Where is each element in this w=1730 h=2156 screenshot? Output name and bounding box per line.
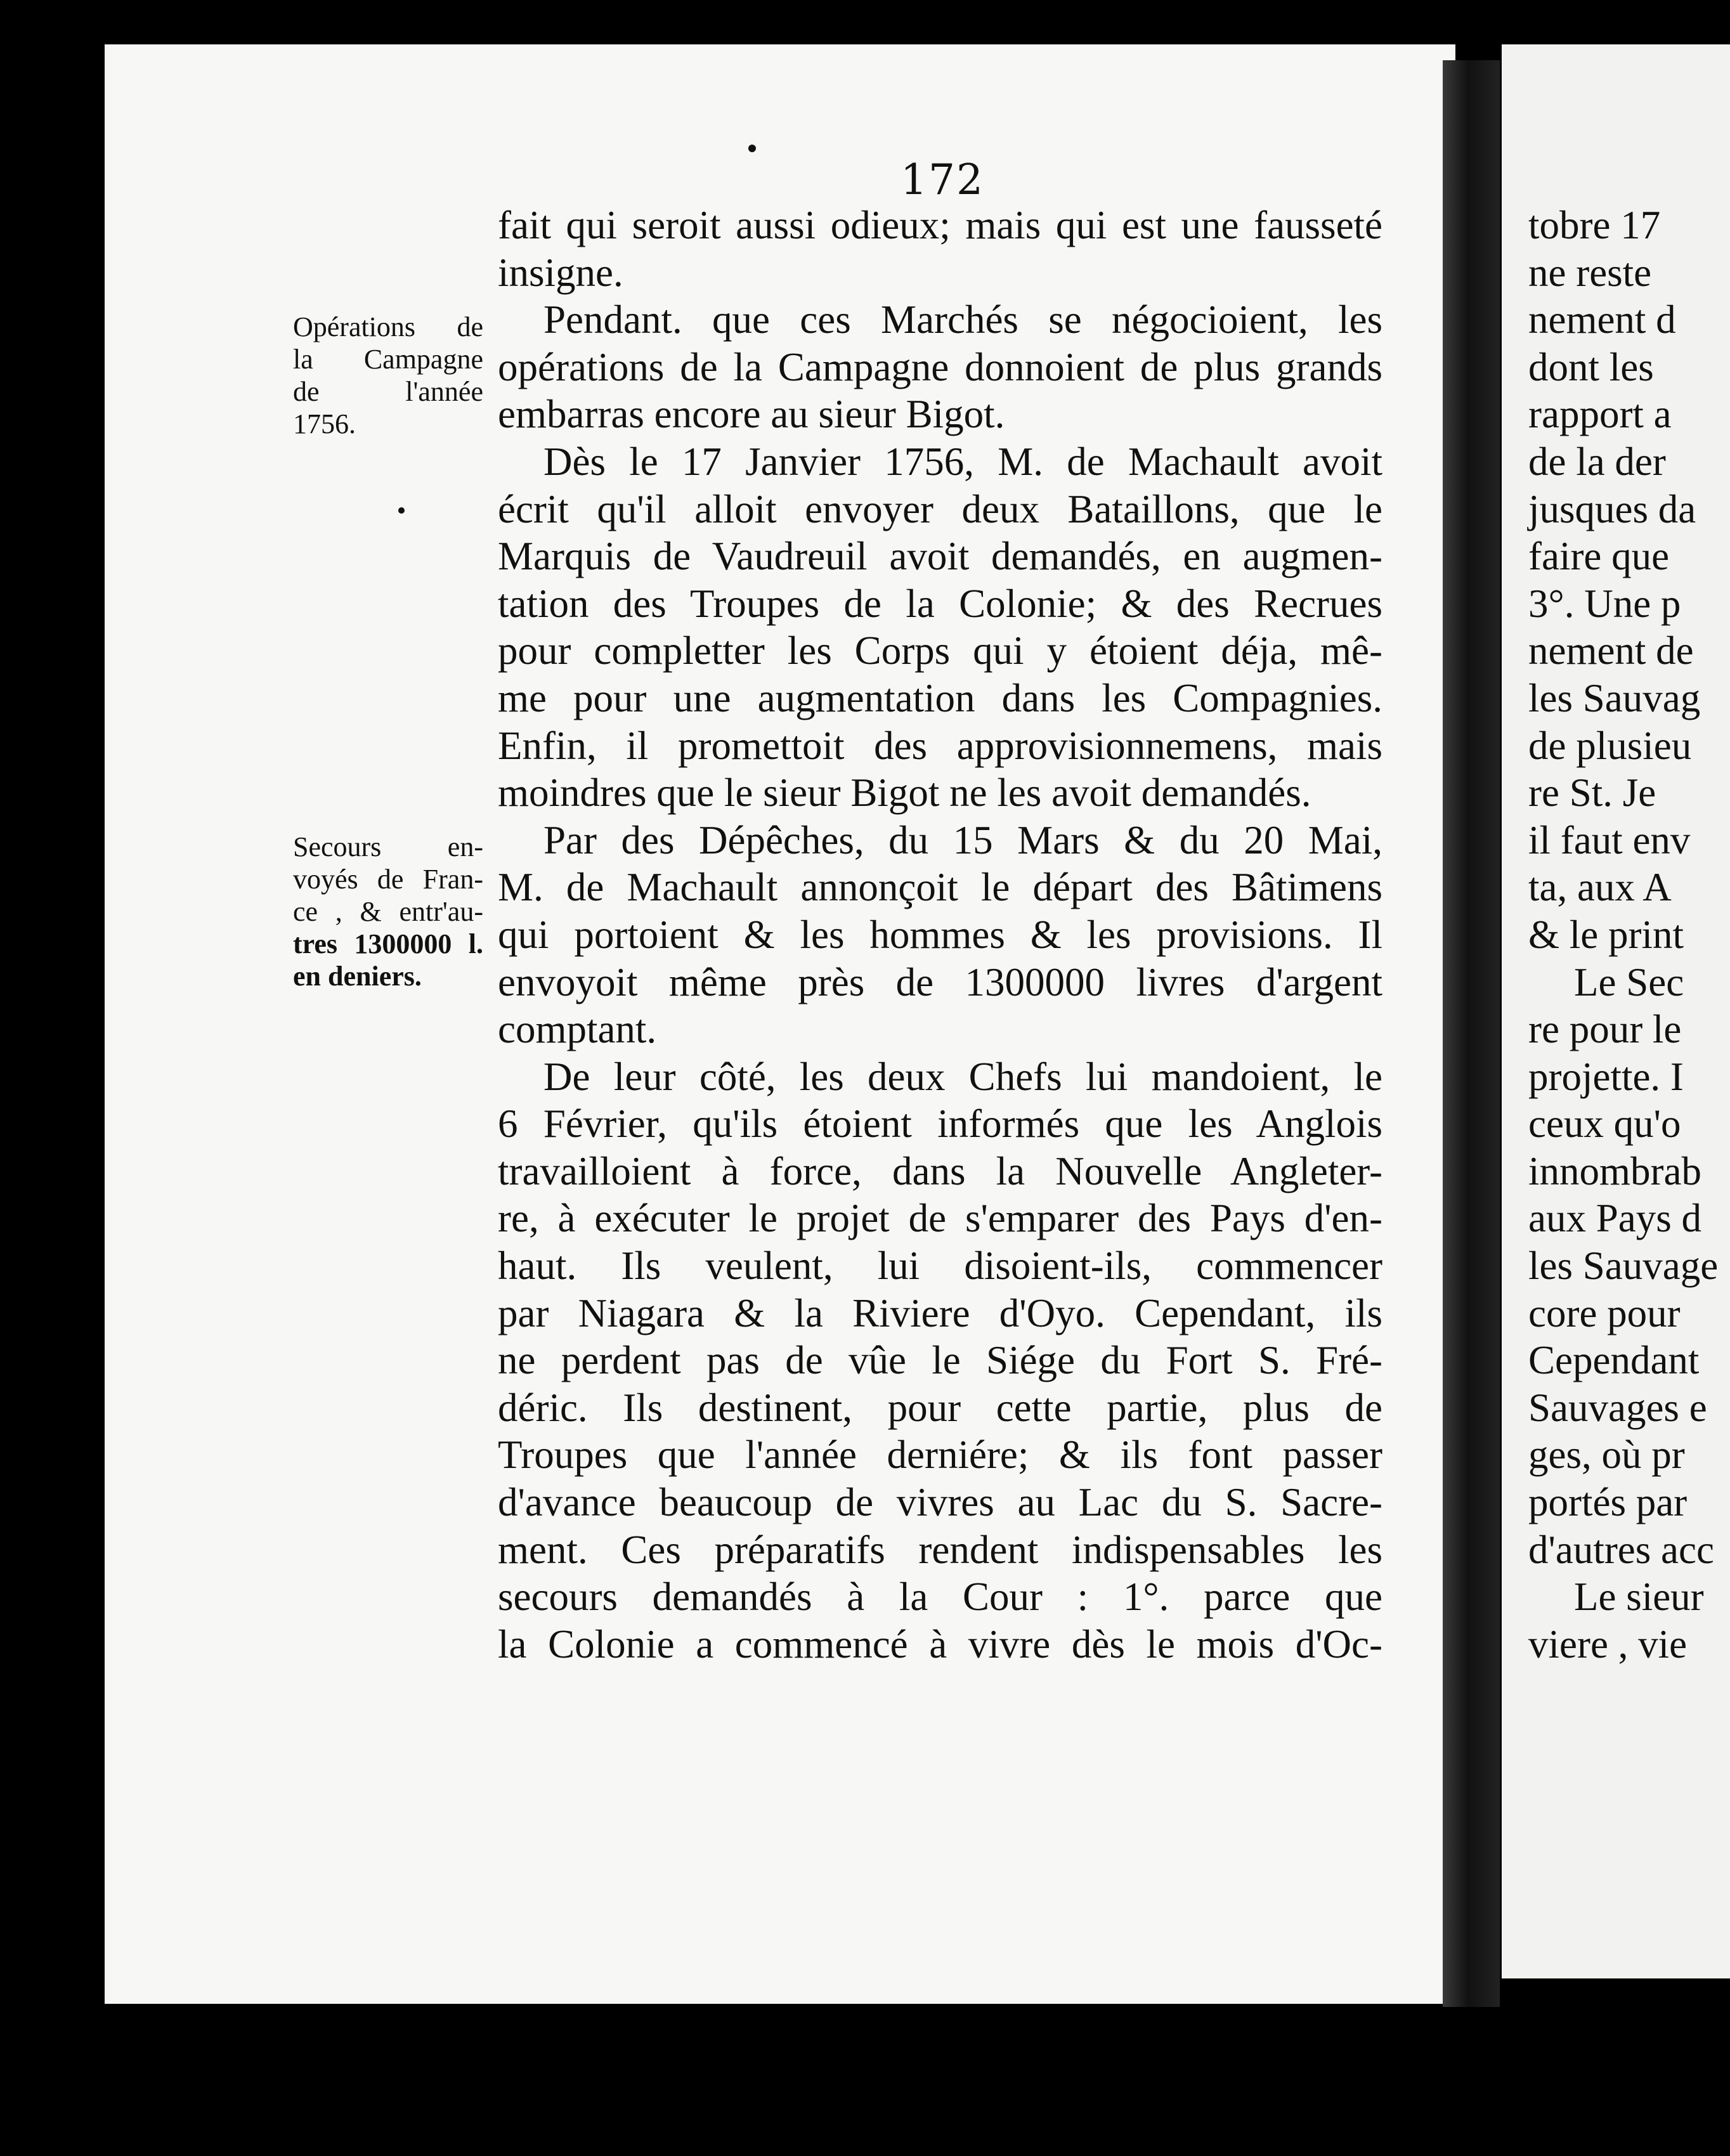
text-line: Pendant. que ces Marchés se négocioient, les xyxy=(543,297,1382,342)
main-text-block xyxy=(498,202,1382,1668)
text-line: ment. Ces préparatifs rendent indispensables les xyxy=(498,1527,1382,1572)
page-number: 172 xyxy=(901,155,984,204)
right-text-line: Cependant xyxy=(1528,1338,1700,1383)
text-line: par Niagara & la Riviere d'Oyo. Cependant, ils xyxy=(498,1290,1382,1335)
text-line: Marquis de Vaudreuil avoit demandés, en augmen- xyxy=(498,534,1382,579)
margin-note-line: voyés de Fran- xyxy=(293,864,483,895)
right-text-line: rapport a xyxy=(1528,392,1672,437)
text-line: moindres que le sieur Bigot ne les avoit demandés. xyxy=(498,770,1311,815)
right-text-line: Sauvages e xyxy=(1528,1385,1707,1430)
right-text-line: dont les xyxy=(1528,344,1654,389)
text-line: la Colonie a commencé à vivre dès le mois d'Oc- xyxy=(498,1621,1382,1666)
right-text-line: Le sieur xyxy=(1574,1575,1704,1620)
book-gutter xyxy=(1443,60,1500,2007)
right-text-line: aux Pays d xyxy=(1528,1196,1701,1241)
right-text-line: & le print xyxy=(1528,912,1684,957)
text-line: me pour une augmentation dans les Compagnies. xyxy=(498,675,1382,720)
text-line: ne perdent pas de vûe le Siége du Fort S. Fré- xyxy=(498,1338,1382,1383)
text-line: comptant. xyxy=(498,1007,657,1052)
text-line: embarras encore au sieur Bigot. xyxy=(498,392,1005,437)
margin-note-secours xyxy=(293,831,483,992)
text-line: fait qui seroit aussi odieux; mais qui est une fausseté xyxy=(498,203,1382,247)
right-text-line: 3°. Une p xyxy=(1528,581,1681,626)
right-text-line: viere , vie xyxy=(1528,1621,1688,1666)
text-line: déric. Ils destinent, pour cette partie, plus de xyxy=(498,1385,1382,1430)
text-line: qui portoient & les hommes & les provisions. Il xyxy=(498,912,1382,957)
right-text-line: portés par xyxy=(1528,1480,1688,1525)
text-line: tation des Troupes de la Colonie; & des Recrues xyxy=(498,581,1382,626)
right-text-line: les Sauvage xyxy=(1528,1244,1719,1289)
right-page-text-block xyxy=(1528,202,1730,1668)
margin-note-line: la Campagne xyxy=(293,344,483,375)
right-text-line: re pour le xyxy=(1528,1007,1682,1052)
margin-note-line: tres 1300000 l. xyxy=(293,928,483,959)
margin-note-line: de l'année xyxy=(293,376,483,407)
ink-speck xyxy=(748,145,756,152)
margin-note-line: en deniers. xyxy=(293,961,422,992)
text-line: envoyoit même près de 1300000 livres d'argent xyxy=(498,959,1382,1004)
text-line: De leur côté, les deux Chefs lui mandoient, le xyxy=(543,1054,1382,1099)
text-line: 6 Février, qu'ils étoient informés que les Anglois xyxy=(498,1101,1382,1146)
right-text-line: innombrab xyxy=(1528,1148,1701,1193)
right-text-line: faire que xyxy=(1528,534,1670,579)
right-text-line: ne reste xyxy=(1528,250,1652,295)
right-text-line: de la der xyxy=(1528,439,1666,484)
text-line: Enfin, il promettoit des approvisionnemens, mais xyxy=(498,723,1382,768)
text-line: Dès le 17 Janvier 1756, M. de Machault avoit xyxy=(543,439,1382,484)
margin-note-operations xyxy=(293,311,483,440)
text-line: Troupes que l'année derniére; & ils font passer xyxy=(498,1432,1382,1477)
right-text-line: ceux qu'o xyxy=(1528,1101,1681,1146)
margin-note-line: 1756. xyxy=(293,408,356,439)
right-text-line: de plusieu xyxy=(1528,723,1692,768)
right-text-line: nement de xyxy=(1528,628,1694,673)
text-line: insigne. xyxy=(498,250,623,295)
right-text-line: ges, où pr xyxy=(1528,1432,1685,1477)
text-line: M. de Machault annonçoit le départ des Bâtimens xyxy=(498,865,1382,910)
text-line: écrit qu'il alloit envoyer deux Bataillons, que le xyxy=(498,486,1382,531)
text-line: opérations de la Campagne donnoient de plus grands xyxy=(498,344,1382,389)
right-text-line: core pour xyxy=(1528,1290,1681,1335)
text-line: pour completter les Corps qui y étoient déja, mê- xyxy=(498,628,1382,673)
right-text-line: nement d xyxy=(1528,297,1676,342)
text-line: haut. Ils veulent, lui disoient-ils, commencer xyxy=(498,1244,1382,1289)
right-text-line: d'autres acc xyxy=(1528,1527,1714,1572)
text-line: re, à exécuter le projet de s'emparer des Pays d'en- xyxy=(498,1196,1382,1241)
text-line: d'avance beaucoup de vivres au Lac du S. Sacre- xyxy=(498,1480,1382,1525)
right-text-line: projette. I xyxy=(1528,1054,1684,1099)
right-text-line: il faut env xyxy=(1528,817,1691,862)
right-text-line: ta, aux A xyxy=(1528,865,1672,910)
right-text-line: les Sauvag xyxy=(1528,675,1701,720)
right-text-line: tobre 17 xyxy=(1528,203,1661,247)
ink-speck xyxy=(398,507,405,514)
right-text-line: jusques da xyxy=(1528,486,1696,531)
margin-note-line: ce , & entr'au- xyxy=(293,896,483,927)
text-line: secours demandés à la Cour : 1°. parce que xyxy=(498,1575,1382,1620)
text-line: Par des Dépêches, du 15 Mars & du 20 Mai, xyxy=(543,817,1382,862)
text-line: travailloient à force, dans la Nouvelle Angleter- xyxy=(498,1148,1382,1193)
right-text-line: re St. Je xyxy=(1528,770,1656,815)
margin-note-line: Secours en- xyxy=(293,831,483,862)
margin-note-line: Opérations de xyxy=(293,311,483,342)
right-text-line: Le Sec xyxy=(1574,959,1684,1004)
